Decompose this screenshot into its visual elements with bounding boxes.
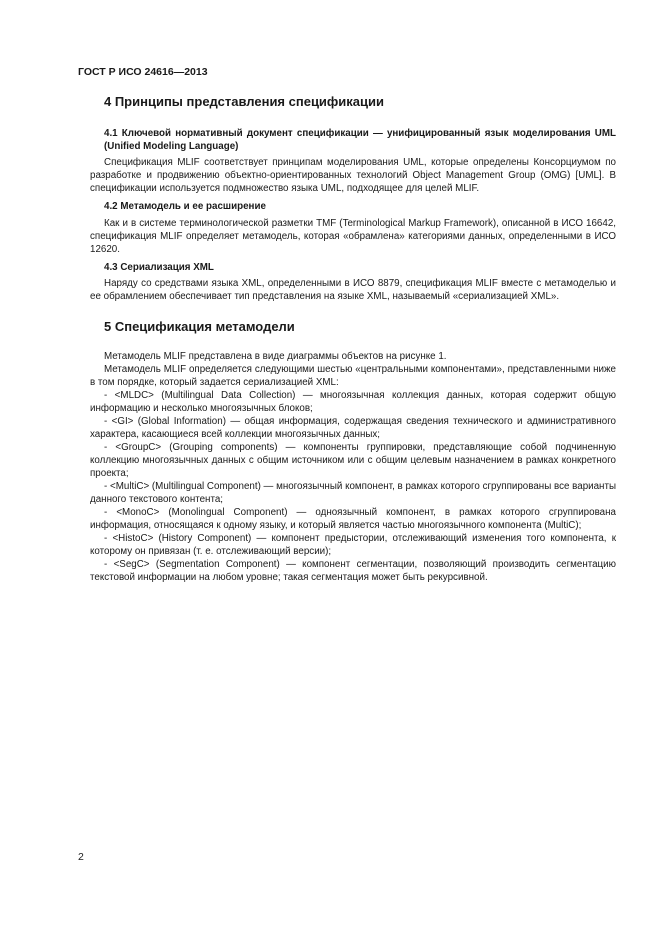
subsection-4-2-heading: 4.2 Метамодель и ее расширение — [104, 201, 266, 212]
subsection-4-1-heading: 4.1 Ключевой нормативный документ спецификации — унифицированный язык моделирования UML (Unified Modeling Language) — [104, 128, 616, 152]
list-item-multic: - <MultiC> (Multilingual Component) — многоязычный компонент, в рамках которого сгруппированы все варианты данного текстового контента; — [90, 481, 616, 505]
subsection-4-2-text: Как и в системе терминологической разметки TMF (Terminological Markup Framework), описанной в ИСО 16642, спецификация MLIF определяет метамодель, которая «обрамлена» категориями данных, определенными в ИСО 12620. — [90, 217, 616, 255]
page-number: 2 — [78, 851, 84, 863]
list-item-mldc: - <MLDC> (Multilingual Data Collection) — многоязычная коллекция данных, которая содержит общую информацию и несколько многоязычных блоков; — [90, 390, 616, 414]
section-5-intro-2: Метамодель MLIF определяется следующими шестью «центральными компонентами», представленными ниже в том порядке, который задается сериализацией XML: — [90, 364, 616, 388]
document-header: ГОСТ Р ИСО 24616—2013 — [78, 66, 208, 78]
page-content — [90, 94, 616, 584]
list-item-histoc: - <HistoC> (History Component) — компонент предыстории, отслеживающий изменения того компонента, к которому он привязан (т. е. отслеживающий версии); — [90, 533, 616, 557]
subsection-4-3-heading: 4.3 Сериализация XML — [104, 261, 214, 273]
list-item-gi: - <GI> (Global Information) — общая информация, содержащая сведения технического и административного характера, касающиеся всей коллекции многоязычных данных; — [90, 416, 616, 440]
subsection-4-3-text: Наряду со средствами языка XML, определенными в ИСО 8879, спецификация MLIF вместе с метамоделью и ее обрамлением обеспечивает тип представления на языке XML, называемый «сериализацией XML». — [90, 278, 616, 302]
component-list — [90, 389, 616, 584]
list-item-monoc: - <MonoC> (Monolingual Component) — одноязычный компонент, в рамках которого сгруппирована информация, относящаяся к одному языку, и который является частью многоязычного компонента (MultiC); — [90, 507, 616, 531]
list-item-segc: - <SegC> (Segmentation Component) — компонент сегментации, позволяющий производить сегментацию текстовой информации на любом уровне; такая сегментация может быть рекурсивной. — [90, 559, 616, 583]
subsection-4-1-text: Спецификация MLIF соответствует принципам моделирования UML, которые определены Консорциумом по разработке и продвижению объектно-ориентированных технологий Object Management Group (OMG) [UML]. В спецификации используется подмножество языка UML, подходящее для целей MLIF. — [90, 157, 616, 194]
section-5-heading: 5 Спецификация метамодели — [104, 319, 295, 334]
list-item-groupc: - <GroupC> (Grouping components) — компоненты группировки, представляющие собой подчиненную коллекцию многоязычных данных с общим источником или с общим целевым назначением в рамках конкретного проекта; — [90, 442, 616, 479]
section-4-heading: 4 Принципы представления спецификации — [104, 94, 385, 109]
section-5-intro-1: Метамодель MLIF представлена в виде диаграммы объектов на рисунке 1. — [104, 351, 447, 362]
